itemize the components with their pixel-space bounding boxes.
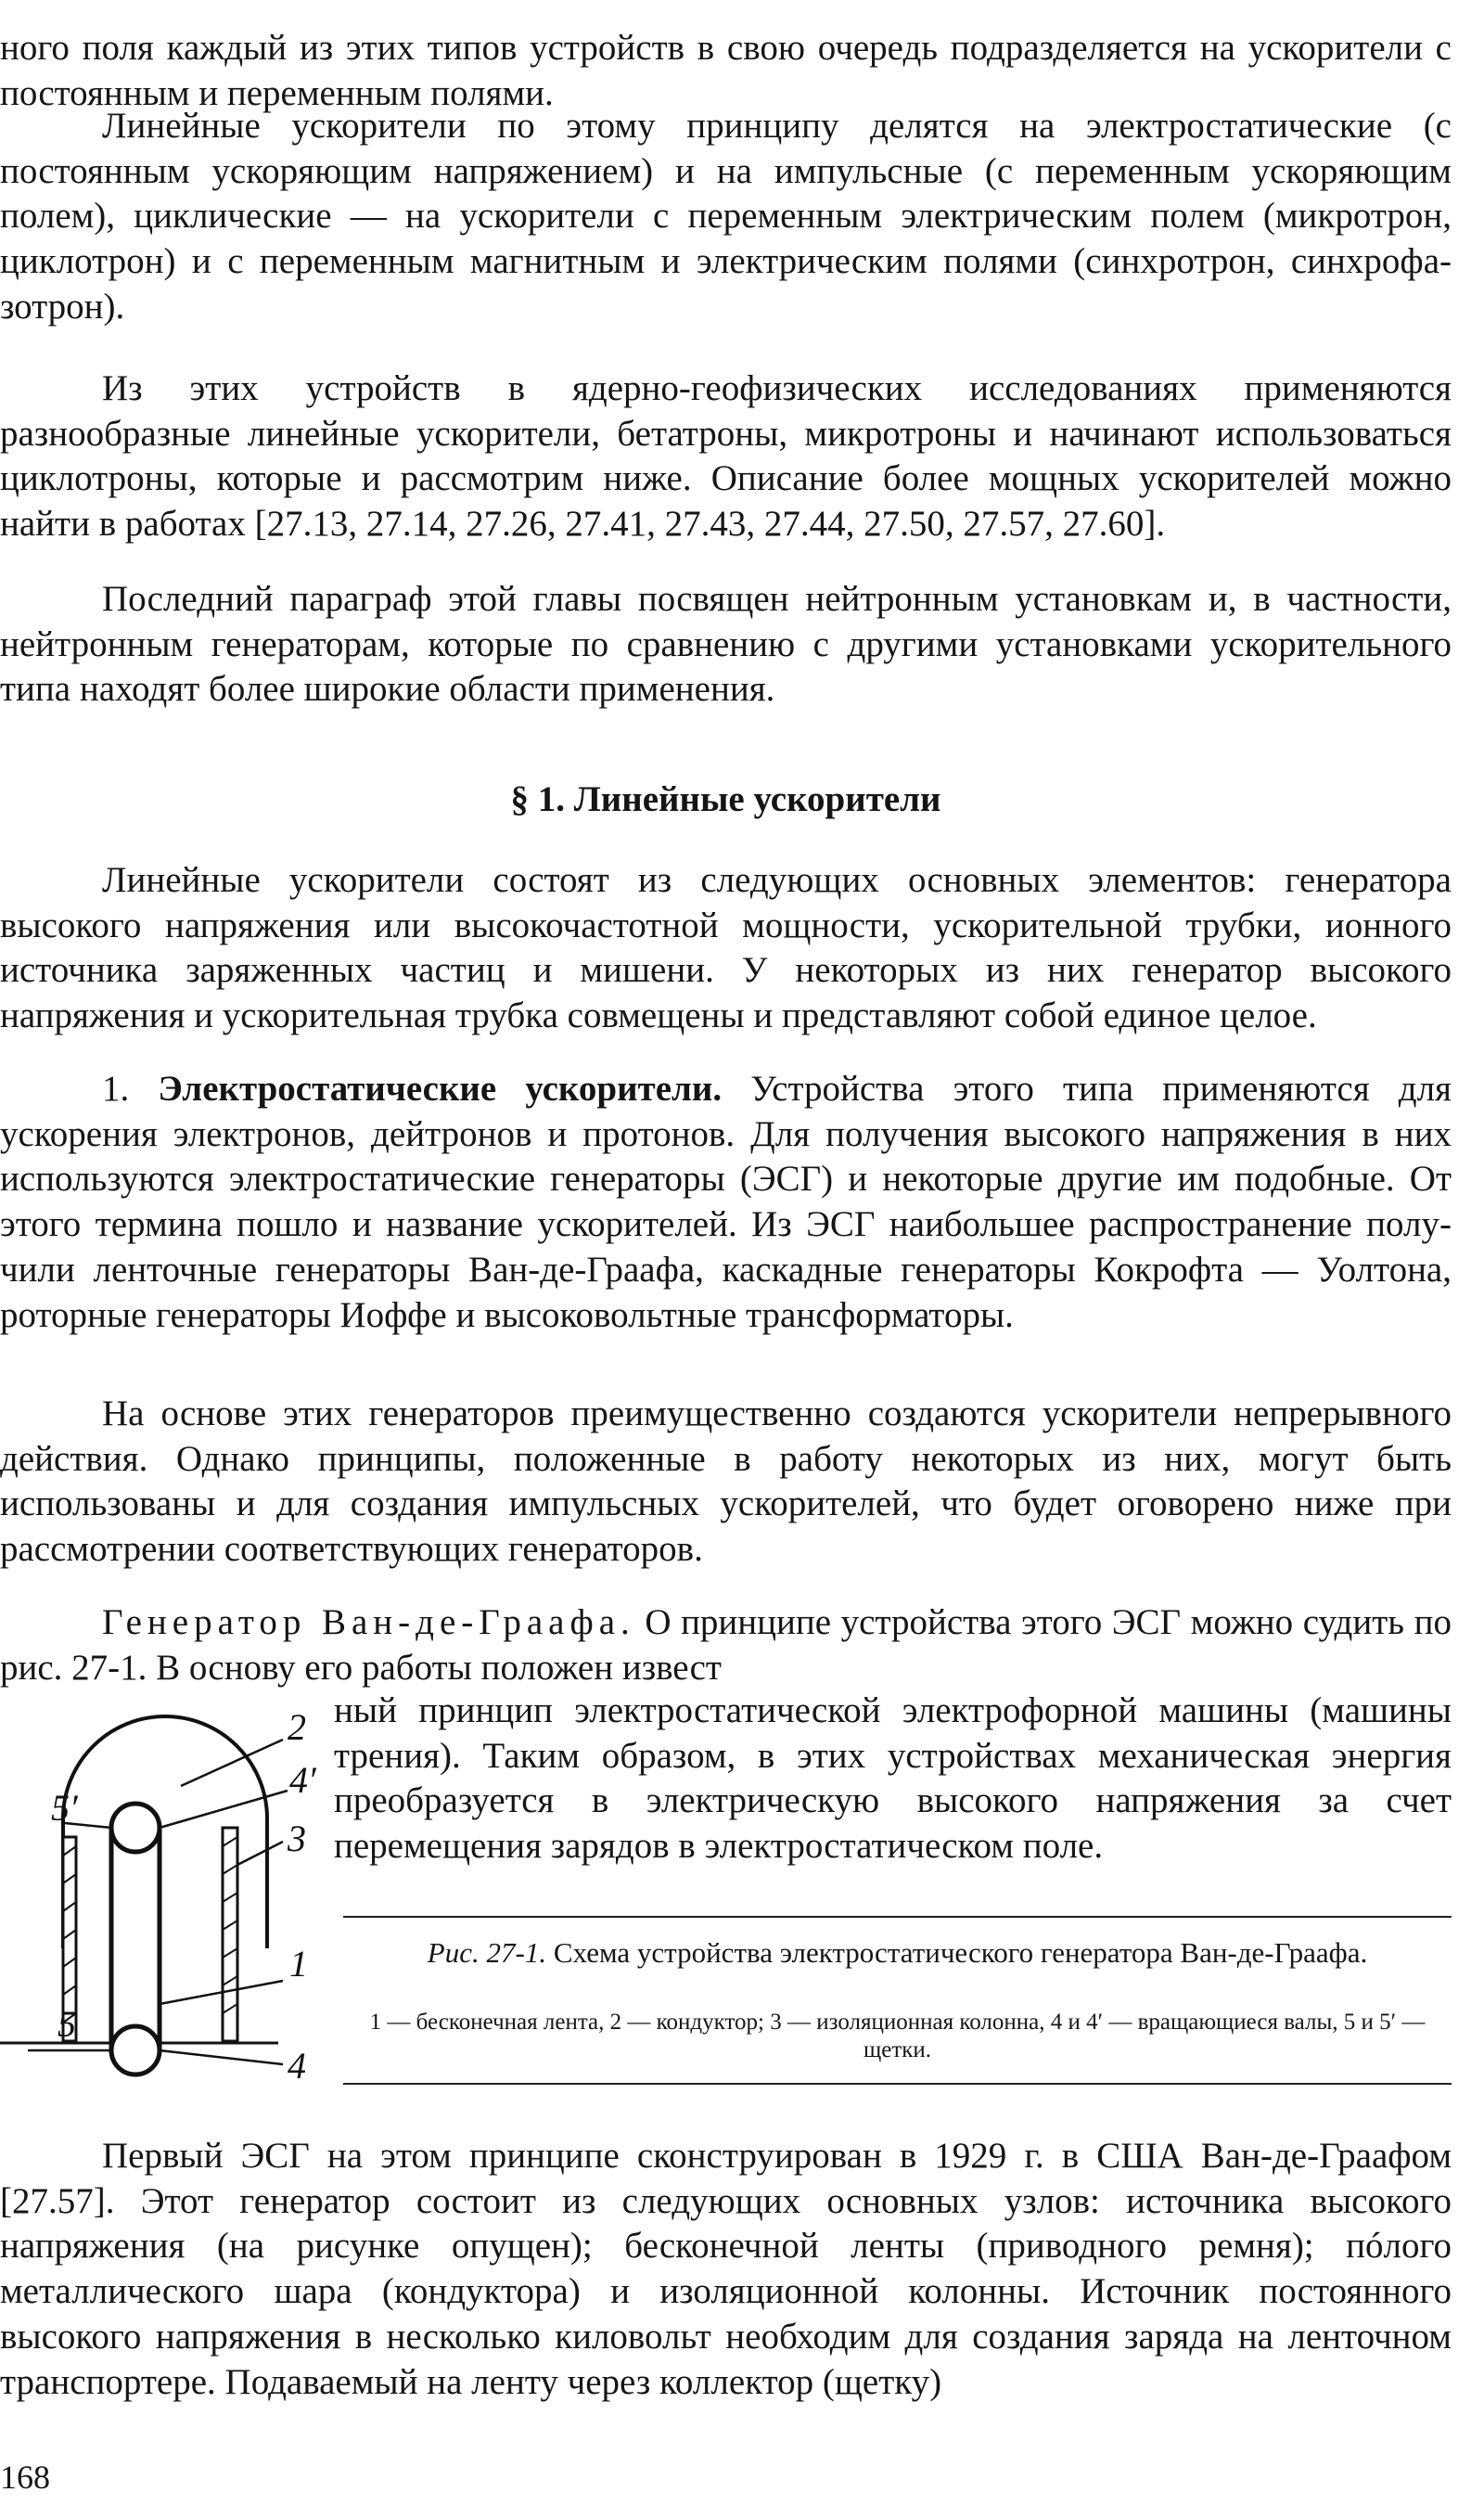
paragraph-van-de-graaff-text: О принципе устройства этого ЭСГ можно судить по рис. 27-1. В основу его работы положен извест xyxy=(0,1602,1452,1688)
caption-rule-top xyxy=(343,1916,1452,1918)
caption-rule-bottom xyxy=(343,2083,1452,2085)
term-van-de-graaff-generator: Генератор Ван-де-Граафа. xyxy=(102,1602,635,1642)
paragraph-linear-elements: Линейные ускорители состоят из следующих основных элементов: генератора высокого напряжения или высокочастотной мощности, ускорительной трубки, ионного источника заряженных частиц и мишени. У некоторых из них генератор высокого напряжения и ускорительная трубка совмещены и представляют собой единое целое. xyxy=(0,860,1452,1036)
paragraph-linear-accelerators-types: Линейные ускорители по этому принципу делятся на электростатические (с постоянным ускоряющим напряжением) и на импульсные (с переменным ускоряющим полем), циклические — на ускорители с переменным электрическим полем (микротрон, циклотрон) и с переменным магнитным и электрическим полями (синхротрон, синхрофазотрон). xyxy=(0,106,1452,327)
page-number: 168 xyxy=(0,2459,50,2496)
paragraph-van-de-graaff-intro xyxy=(0,1600,1452,1690)
label-5: 5 xyxy=(58,2003,76,2045)
paragraph-first-esg: Первый ЭСГ на этом принципе сконструирован в 1929 г. в США Ван-де-Граафом [27.57]. Этот генератор состоит из следующих основных узлов: источника высокого напряжения (на рисунке опущен); бесконечной ленты (приводного ремня); пóлого металлического шара (кондуктора) и изоляционной колонны. Источник постоянного высокого напряжения в несколько киловольт необходим для создания заряда на ленточном транспортере. Подаваемый на ленту через коллектор (щетку) xyxy=(0,2136,1452,2402)
endless-belt xyxy=(111,1828,160,2050)
label-2: 2 xyxy=(288,1706,306,1748)
label-4-prime: 4′ xyxy=(289,1759,316,1801)
label-3: 3 xyxy=(288,1818,306,1859)
paragraph-electrostatic xyxy=(0,1067,1452,1338)
paragraph-last-section: Последний параграф этой главы посвящен нейтронным установкам и, в частности, нейтронным генераторам, которые по сравнению с другими установками ускорительного типа находят более широкие области применения. xyxy=(0,579,1452,710)
caption-legend: 1 — бесконечная лента, 2 — кондуктор; 3 — изоляционная колонна, 4 и 4′ — вращающиеся валы, 5 и 5′ — щетки. xyxy=(369,2010,1426,2062)
caption-title xyxy=(343,1936,1452,1970)
paragraph-continuous-action: На основе этих генераторов преимущественно создаются ускорители непрерывного действия. Однако принципы, положенные в работу некоторых из них, могут быть использованы и для создания импульсных ускорителей, что будет оговорено ниже при рассмотрении соответствующих генераторов. xyxy=(0,1394,1452,1570)
paragraph-electrostatic-text: Устройства этого типа применяются для ускорения электронов, дейтронов и протонов. Для получения высокого напряжения в них используются электростатические генераторы (ЭСГ) и некоторые другие им подобные. От этого термина пошло и название ускорителей. Из ЭСГ наибольшее распространение получили ленточные генераторы Ван-де-Граафа, каскадные генераторы Кокрофта — Уолтона, роторные генераторы Иоффе и высоковольтные трансформаторы. xyxy=(0,1069,1452,1335)
paragraph-applications: Из этих устройств в ядерно-геофизических исследованиях применяются разнообразные линейные ускорители, бетатроны, микротроны и начинают использоваться циклотроны, которые и рассмотрим ниже. Описание более мощных ускорителей можно найти в работах [27.13, 27.14, 27.26, 27.41, 27.43, 27.44, 27.50, 27.57, 27.60]. xyxy=(0,368,1452,545)
section-heading: § 1. Линейные ускорители xyxy=(510,779,941,819)
label-1: 1 xyxy=(289,1943,308,1985)
label-5-prime: 5′ xyxy=(51,1787,78,1829)
term-electrostatic-accelerators: Электростатические ускорители. xyxy=(158,1069,723,1109)
lower-roller xyxy=(111,2026,160,2075)
caption-title-text: Схема устройства электростатического генератора Ван-де-Граафа. xyxy=(546,1936,1368,1969)
item-number: 1. xyxy=(102,1069,159,1109)
label-4: 4 xyxy=(288,2045,306,2087)
caption-label: Рис. 27-1. xyxy=(427,1936,547,1969)
upper-roller xyxy=(111,1804,160,1852)
paragraph-continuation: ного поля каждый из этих типов устройств в свою очередь подразделяется на ускорители с постоянным и переменным полями. xyxy=(0,28,1452,113)
insulating-column-right xyxy=(223,1828,237,2041)
paragraph-van-de-graaff-wrap: ный принцип электростатической электрофорной машины (машины трения). Таким образом, в этих устройствах механическая энергия преобразуется в электрическую высокого напряжения за счет перемещения зарядов в электростатическом поле. xyxy=(334,1690,1452,1867)
figure-van-de-graaff-diagram xyxy=(0,1698,339,2088)
